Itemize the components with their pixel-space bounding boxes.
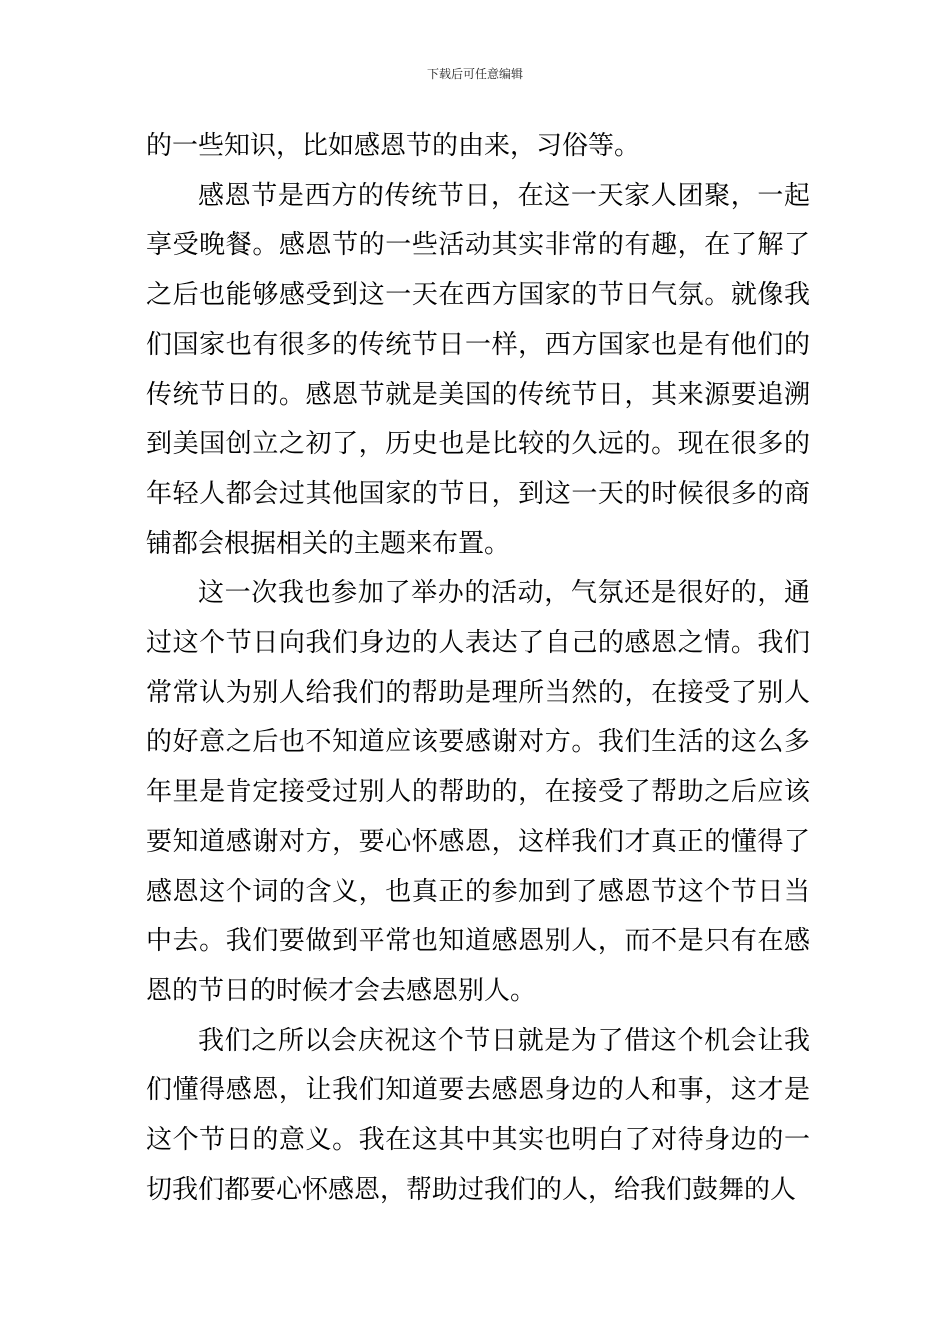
paragraph-4: 我们之所以会庆祝这个节日就是为了借这个机会让我们懂得感恩，让我们知道要去感恩身边的人和事，这才是这个节日的意义。我在这其中其实也明白了对待身边的一切我们都要心怀感恩，帮助过我们的人，给我们鼓舞的人 xyxy=(146,1025,810,1205)
paragraph-1: 的一些知识，比如感恩节的由来，习俗等。 xyxy=(146,131,641,161)
header-note: 下载后可任意编辑 xyxy=(426,67,523,81)
body-text xyxy=(146,122,810,1215)
paragraph-3: 这一次我也参加了举办的活动，气氛还是很好的，通过这个节日向我们身边的人表达了自己的感恩之情。我们常常认为别人给我们的帮助是理所当然的，在接受了别人的好意之后也不知道应该要感谢对方。我们生活的这么多年里是肯定接受过别人的帮助的，在接受了帮助之后应该要知道感谢对方，要心怀感恩，这样我们才真正的懂得了感恩这个词的含义，也真正的参加到了感恩节这个节日当中去。我们要做到平常也知道感恩别人，而不是只有在感恩的节日的时候才会去感恩别人。 xyxy=(146,578,810,1006)
paragraph-2: 感恩节是西方的传统节日，在这一天家人团聚，一起享受晚餐。感恩节的一些活动其实非常的有趣，在了解了之后也能够感受到这一天在西方国家的节日气氛。就像我们国家也有很多的传统节日一样，西方国家也是有他们的传统节日的。感恩节就是美国的传统节日，其来源要追溯到美国创立之初了，历史也是比较的久远的。现在很多的年轻人都会过其他国家的节日，到这一天的时候很多的商铺都会根据相关的主题来布置。 xyxy=(146,180,810,559)
